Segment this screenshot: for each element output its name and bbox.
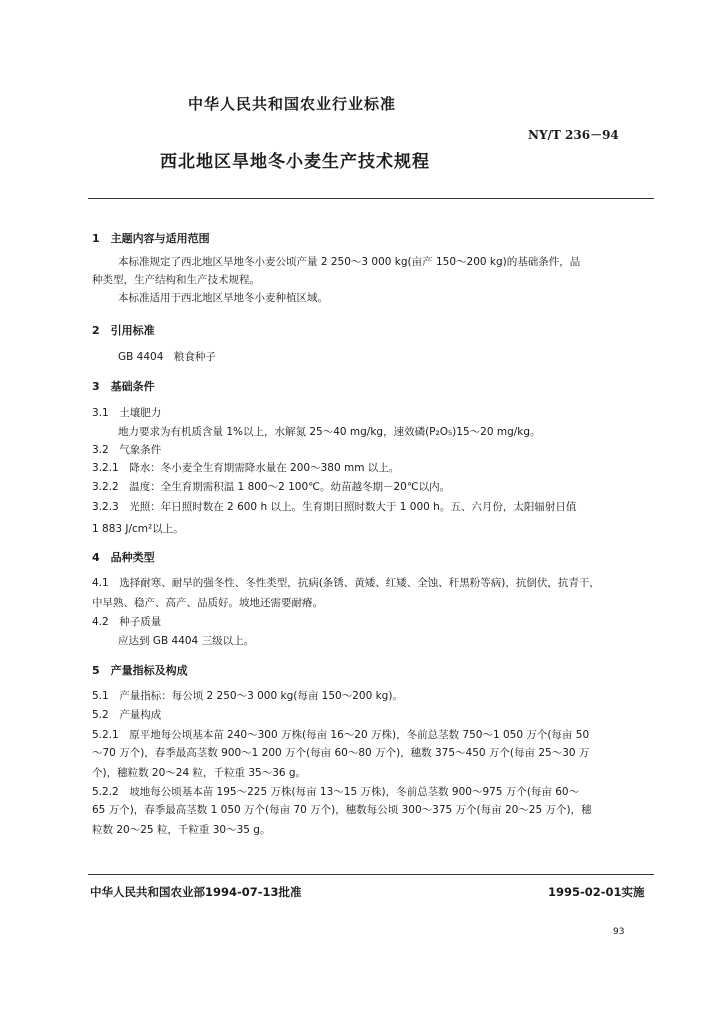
page-number: 93	[613, 927, 625, 937]
section-5-2-1c: 个)，穗粒数 20～24 粒，千粒重 35～36 g。	[92, 767, 307, 779]
section-5-2-2a: 5.2.2 坡地每公顷基本苗 195～225 万株(每亩 13～15 万株)，冬前总茎数 900～975 万个(每亩 60～	[92, 786, 580, 798]
section-5-2-heading: 5.2 产量构成	[92, 709, 162, 721]
section-5-1: 5.1 产量指标：每公顷 2 250～3 000 kg(每亩 150～200 kg)。	[92, 690, 403, 702]
section-1-heading: 1 主题内容与适用范围	[92, 232, 210, 245]
standard-org-header: 中华人民共和国农业行业标准	[188, 95, 397, 113]
section-3-2-2: 3.2.2 温度：全生育期需积温 1 800～2 100℃。幼苗越冬期－20℃以内。	[92, 481, 451, 493]
section-3-heading: 3 基础条件	[92, 380, 155, 393]
section-3-2-3a: 3.2.3 光照：年日照时数在 2 600 h 以上。生育期日照时数大于 1 000 h。五、六月份，太阳辐射日值	[92, 501, 577, 513]
section-3-2-heading: 3.2 气象条件	[92, 444, 162, 456]
section-3-2-1: 3.2.1 降水：冬小麦全生育期需降水量在 200～380 mm 以上。	[92, 462, 400, 474]
section-4-2-text: 应达到 GB 4404 三级以上。	[118, 635, 255, 647]
section-3-2-3b: 1 883 J/cm²以上。	[92, 523, 184, 535]
effective-date: 1995-02-01实施	[548, 885, 645, 899]
standard-code: NY/T 236－94	[528, 128, 619, 142]
section-4-1b: 中早熟、稳产、高产、品质好。坡地还需要耐瘠。	[92, 597, 323, 609]
document-title: 西北地区旱地冬小麦生产技术规程	[160, 152, 430, 172]
footer-divider	[88, 874, 654, 875]
section-5-2-1b: ～70 万个)，春季最高茎数 900～1 200 万个(每亩 60～80 万个)，穗数 375～450 万个(每亩 25～30 万	[92, 747, 590, 759]
section-1-para-2: 本标准适用于西北地区旱地冬小麦种植区域。	[118, 292, 328, 304]
section-2-ref: GB 4404 粮食种子	[118, 351, 216, 363]
section-2-heading: 2 引用标准	[92, 324, 155, 337]
section-4-heading: 4 品种类型	[92, 551, 155, 564]
section-3-1-text: 地力要求为有机质含量 1%以上，水解氮 25～40 mg/kg，速效磷(P₂O₅)15～20 mg/kg。	[118, 426, 541, 438]
section-5-2-2c: 粒数 20～25 粒，千粒重 30～35 g。	[92, 824, 271, 836]
section-4-2-heading: 4.2 种子质量	[92, 616, 162, 628]
approval-line: 中华人民共和国农业部1994-07-13批准	[90, 885, 302, 899]
section-1-para-1b: 种类型，生产结构和生产技术规程。	[92, 274, 260, 286]
section-5-2-2b: 65 万个)，春季最高茎数 1 050 万个(每亩 70 万个)，穗数每公顷 300～375 万个(每亩 20～25 万个)，穗	[92, 804, 592, 816]
section-3-1-heading: 3.1 土壤肥力	[92, 407, 162, 419]
section-5-heading: 5 产量指标及构成	[92, 664, 188, 677]
section-4-1a: 4.1 选择耐寒、耐旱的强冬性、冬性类型，抗病(条锈、黄矮、红矮、全蚀、秆黑粉等病)，抗倒伏，抗青干，	[92, 577, 600, 589]
header-divider	[88, 198, 654, 199]
section-1-para-1a: 本标准规定了西北地区旱地冬小麦公顷产量 2 250～3 000 kg(亩产 150～200 kg)的基础条件，品	[118, 256, 581, 268]
section-5-2-1a: 5.2.1 原平地每公顷基本苗 240～300 万株(每亩 16～20 万株)，冬前总茎数 750～1 050 万个(每亩 50	[92, 729, 590, 741]
